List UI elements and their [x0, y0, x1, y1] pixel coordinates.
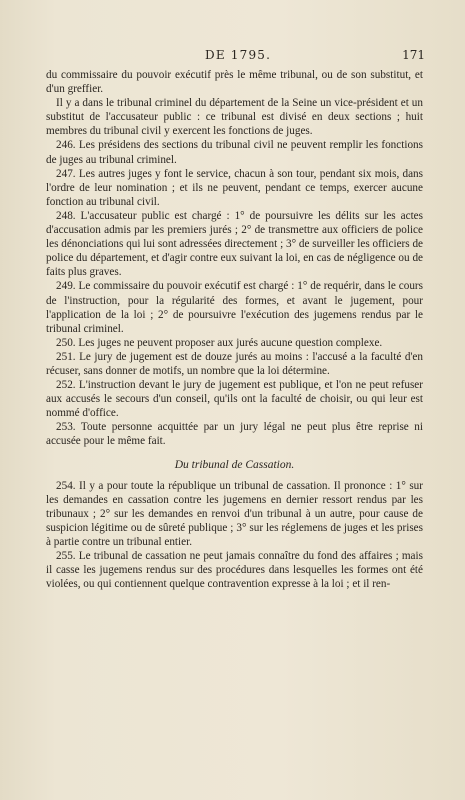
page-body: [46, 68, 423, 591]
page-header: [0, 48, 465, 70]
paragraph: du commissaire du pouvoir exécutif près le même tribunal, ou de son substitut, et d'un greffier.: [46, 69, 423, 96]
running-head: DE 1795.: [205, 48, 272, 62]
article-252: 252. L'instruction devant le jury de jugement est publique, et l'on ne peut refuser aux accusés le secours d'un conseil, qu'ils ont la faculté de choisir, ou qui leur est nommé d'office.: [46, 379, 423, 420]
article-254: 254. Il y a pour toute la république un tribunal de cassation. Il prononce : 1° sur les demandes en cassation contre les jugemens en dernier ressort rendus par les tribunaux ; 2° sur les demandes en renvoi d'un tribunal à un autre, pour cause de suspicion légitime ou de sûreté publique ; 3° sur les réglemens de juges et les prises à partie contre un tribunal entier.: [46, 479, 423, 548]
article-251: 251. Le jury de jugement est de douze jurés au moins : l'accusé a la faculté d'en récuser, sans donner de motifs, un nombre que la loi détermine.: [46, 350, 423, 377]
article-253: 253. Toute personne acquittée par un jury légal ne peut plus être reprise ni accusée pour le même fait.: [46, 421, 423, 448]
page-number: 171: [402, 48, 425, 62]
paragraph: Il y a dans le tribunal criminel du département de la Seine un vice-président et un substitut de l'accusateur public : ce tribunal est divisé en deux sections ; huit membres du tribunal civil y exercent les fonctions de juges.: [46, 97, 423, 138]
article-246: 246. Les présidens des sections du tribunal civil ne peuvent remplir les fonctions de juges au tribunal criminel.: [46, 139, 423, 166]
article-255: 255. Le tribunal de cassation ne peut jamais connaître du fond des affaires ; mais il casse les jugemens rendus sur des procédures dans lesquelles les formes ont été violées, ou qui contiennent quelque contravention expresse à la loi ; et il ren-: [46, 550, 423, 591]
article-248: 248. L'accusateur public est chargé : 1° de poursuivre les délits sur les actes d'accusation admis par les premiers jurés ; 2° de transmettre aux officiers de police les dénonciations qui lui sont adressées directement ; 3° de surveiller les officiers de police du département, et d'agir contre eux suivant la loi, en cas de négligence ou de faits plus graves.: [46, 209, 423, 279]
section-title: Du tribunal de Cassation.: [174, 458, 295, 471]
article-250: 250. Les juges ne peuvent proposer aux jurés aucune question complexe.: [56, 336, 383, 349]
article-247: 247. Les autres juges y font le service, chacun à son tour, pendant six mois, dans l'ordre de leur nomination ; et ils ne peuvent, pendant ce temps, exercer aucune fonction au tribunal civil.: [46, 167, 423, 208]
article-249: 249. Le commissaire du pouvoir exécutif est chargé : 1° de requérir, dans le cours de l'instruction, pour la régularité des formes, et avant le jugement, pour l'application de la loi ; 2° de poursuivre l'exécution des jugemens rendus par le tribunal criminel.: [46, 280, 423, 335]
